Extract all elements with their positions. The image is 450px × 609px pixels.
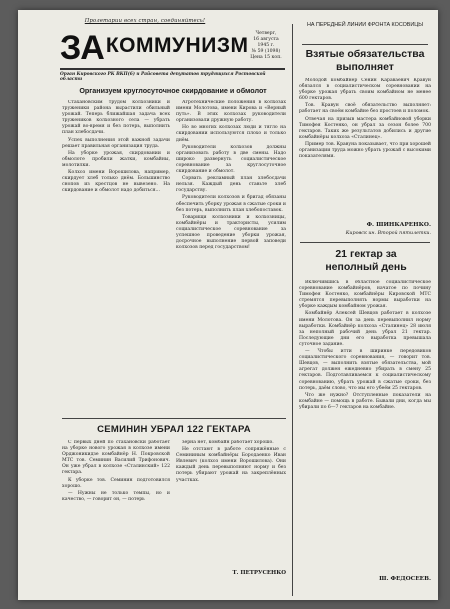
- right-top-signature: Ф. ШИНКАРЕНКО.: [366, 222, 431, 228]
- right-rubric-rule: [302, 44, 428, 45]
- paragraph: Молодой комбайнёр Сенин Караваевич Кравун обязался в социалистическом соревновании на уборке урожая убрать своим комбайном не менее 600 гектаров.: [299, 78, 431, 102]
- issue-number: № 59 (1098): [251, 49, 281, 54]
- paragraph: Пример тов. Кравуна показывает, что при хорошей организации труда можно убрать урожай с высокими показателями.: [299, 141, 431, 160]
- slogan: Пролетарии всех стран, соединяйтесь!: [84, 18, 206, 24]
- title-main: КОММУНИЗМ: [105, 34, 249, 57]
- paragraph: Колхоз имени Ворошилова, например, скирдует хлеб только днём. Большинство снопов из крестцов не вывезено. На скирдование и обмолот надо добиться...: [62, 170, 170, 194]
- right-bottom-signature: Ш. ФЕДОСЕЕВ.: [379, 576, 431, 582]
- issue-info: [244, 31, 288, 61]
- right-bottom-body: [299, 280, 431, 572]
- issue-year: 1945 г.: [257, 43, 275, 48]
- paragraph: Товарищи колхозники и колхозницы, комбайнёры и трактористы, усилим социалистическое соревнование за успешное проведение уборки урожая, досрочное выполнение первой заповеди колхозов перед государством!: [176, 214, 286, 251]
- left-article-headline: Организуем круглосуточное скирдование и обмолот: [79, 86, 267, 95]
- paragraph: Отвечая на призыв мастера комбайновой уборки Тимофея Костенко, он убрал за сезон более 700 гектаров. Таких же результатов добились и другие комбайнёры колхоза «Сталинец».: [299, 116, 431, 140]
- paragraph: Успех выполнения этой важной задачи решает правильная организация труда.: [62, 137, 170, 149]
- masthead-title: [60, 29, 249, 69]
- left-article-col2: [176, 100, 286, 410]
- issue-price: Цена 15 коп.: [250, 55, 282, 60]
- paragraph: — Чтобы итти в ширинке передовиков социалистического соревнования, — говорит тов. Шевцов, — выполнить взятые обязательства, мой агрегат должен ежедневно убирать в смену 25 гектаров. Подготавливаемся к социалистическому соревнованию, убрать урожай в сжатые сроки, без потерь, даём слово, что мы его убеём 25 гектаров.: [299, 349, 431, 391]
- paragraph: Не отстают в работе сопряжённые с Семининым комбайнёры Бородаенко Иван Ивлевич (колхоз имени Ворошилова). Они каждый день перевыполняют норму и без потерь убирают урожай на закреплённых участках.: [176, 447, 286, 483]
- paragraph: Стахановским трудом колхозники и труженики района вырастили обильный урожай. Теперь ближайшая задача всех тружеников колхозного села — убрать урожай во-время и без потерь, выполнить план хлебосдачи.: [62, 100, 170, 136]
- lower-article-headline: СЕМИНИН УБРАЛ 122 ГЕКТАРА: [97, 424, 251, 435]
- paragraph: На уборке урожая, скирдовании и обмолоте пробили жатки, комбайны, молотилки.: [62, 150, 170, 168]
- title-prefix: ЗА: [60, 29, 104, 67]
- masthead-rule: [60, 68, 285, 70]
- newspaper-page: [18, 10, 438, 600]
- paragraph: зерна нет, комбайн работает хорошо.: [182, 440, 274, 445]
- paragraph: — Нужны не только темпы, но и качество, — говорит он, — потерь: [62, 490, 170, 502]
- lower-article-signature: Т. ПЕТРУСЕНКО: [232, 570, 286, 576]
- left-article-col1: [62, 100, 170, 410]
- masthead-subtitle: Орган Кировского РК ВКП(б) и Райсовета депутатов трудящихся Ростовской области: [60, 72, 266, 83]
- paragraph: Тов. Кравун своё обязательство выполняет: работает на своём комбайне без простоев и поломок.: [299, 103, 431, 115]
- issue-day: Четверг,: [255, 31, 277, 36]
- lower-article-top-rule: [62, 418, 286, 419]
- paragraph: Руководители колхозов и бригад обязаны обеспечить уборку урожая в сжатые сроки и без потерь, выполнить план хлебопоставок.: [176, 195, 286, 213]
- right-rubric: НА ПЕРЕДНЕЙ ЛИНИИ ФРОНТА КОСОВИЦЫ: [306, 22, 424, 28]
- column-rule: [292, 24, 293, 596]
- paragraph: С первых дней по стахановски работает на уборке нового урожая в колхозе имени Орджоникидзе комбайнёр Н. Покровской МТС тов. Семинин Василий Трифонович. Он уже убрал в колхозе «Сталинский» 122 гектара.: [62, 440, 170, 476]
- issue-date: 16 августа: [253, 37, 279, 42]
- paragraph: Агротехнические положения в колхозах имени Молотова, имени Кирова и «Верный путь». В этих колхозах руководители организовали дружную работу.: [176, 100, 286, 124]
- paragraph: К уборке тов. Семинин подготовился хорошо.: [62, 477, 170, 489]
- paragraph: Руководители колхозов должны организовать работу в две смены. Надо широко развернуть социалистическое соревнование за круглосуточное скирдование и обмолот.: [176, 144, 286, 175]
- lower-article-col2: [176, 440, 286, 566]
- right-divider-rule: [300, 242, 430, 243]
- lower-article-col1: [62, 440, 170, 580]
- paragraph: Сорвать рекламный план хлебосдачи нельзя. Каждый день ставьте хлеб государству.: [176, 176, 286, 194]
- right-top-headline: Взятые обязательства выполняет: [305, 48, 425, 73]
- paragraph: Включившись в областное социалистическое соревнование комбайнёров, начатое по почину Тимофея Костенко, комбайнёры Кировской МТС стремятся перевыполнять нормы выработки на уборке каждым комбайном урожая.: [299, 280, 431, 310]
- paragraph: Комбайнёр Алексей Шевцов работает в колхозе имени Молотова. Он за день перевыполнил норму выработки. Комбайнёр колхоза «Сталинец» 28 июля за неполный рабочий день убрал 21 гектар. Последующие дни его выработка превышала суточное задание.: [299, 311, 431, 347]
- right-top-body: [299, 78, 431, 218]
- paragraph: Но во многих колхозах люди и тягло на скирдовании используются плохо и только днём.: [176, 125, 286, 143]
- paragraph: Что же нужно? Отступленные показатели на комбайне — помощь в работе. Бывали дни, когда мы убирали по 6—7 гектаров на комбайне.: [299, 392, 431, 410]
- right-bottom-headline: 21 гектар за неполный день: [325, 248, 407, 273]
- right-top-signature-note: Кировск ин. Второй пятилетки.: [345, 231, 431, 236]
